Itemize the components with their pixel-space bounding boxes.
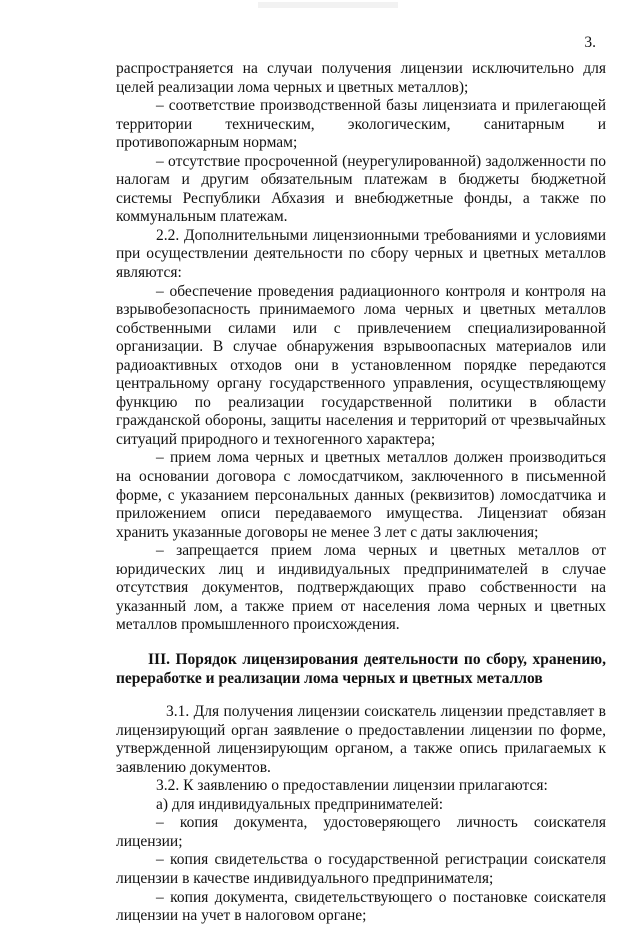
paragraph-registration-copy: – копия свидетельства о государственной регистрации соискателя лицензии в качестве индивидуального предпринимателя; (116, 851, 606, 887)
paragraph-3-2: 3.2. К заявлению о предоставлении лицензии прилагаются: (156, 777, 548, 795)
document-body (116, 60, 606, 926)
paragraph-production-base: – соответствие производственной базы лицензиата и прилегающей территории техническим, экологическим, санитарным и противопожарным нормам; (116, 97, 606, 152)
paragraph-identity-copy: – копия документа, удостоверяющего личность соискателя лицензии; (116, 814, 606, 850)
scan-artifact (258, 0, 398, 12)
paragraph-reception-prohibited: – запрещается прием лома черных и цветных металлов от юридических лиц и индивидуальных предпринимателей в случае отсутствия документов, подтверждающих право собственности на указанный лом, а также прием от населения лома черных и цветных металлов промышленного происхождения. (116, 542, 606, 634)
section-heading-iii: III. Порядок лицензирования деятельности по сбору, хранению, переработке и реализации лома черных и цветных металлов (116, 650, 606, 687)
paragraph-individual-entrepreneurs: а) для индивидуальных предпринимателей: (156, 795, 444, 813)
paragraph-license-scope: распространяется на случаи получения лицензии исключительно для целей реализации лома черных и цветных металлов); (116, 60, 606, 96)
paragraph-no-debt: – отсутствие просроченной (неурегулированной) задолженности по налогам и другим обязательным платежам в бюджеты бюджетной системы Республики Абхазия и внебюджетные фонды, а также по коммунальным платежам. (116, 152, 606, 226)
paragraph-scrap-contract: – прием лома черных и цветных металлов должен производиться на основании договора с ломосдатчиком, заключенного в письменной форме, с указанием персональных данных (реквизитов) ломосдатчика и приложением описи передаваемого имущества. Лицензиат обязан хранить указанные договоры не менее 3 лет с даты заключения; (116, 449, 606, 541)
paragraph-radiation-control: – обеспечение проведения радиационного контроля и контроля на взрывобезопасность принимаемого лома черных и цветных металлов собственными силами или с привлечением специализированной организации. В случае обнаружения взрывоопасных материалов или радиоактивных отходов они в установленном порядке передаются центральному органу государственного управления, осуществляющему функцию по реализации государственной политики в области гражданской обороны, защиты населения и территорий от чрезвычайных ситуаций природного и техногенного характера; (116, 282, 606, 448)
page-number: 3. (584, 34, 596, 51)
paragraph-tax-registration-copy: – копия документа, свидетельствующего о постановке соискателя лицензии на учет в налоговом органе; (116, 888, 606, 925)
paragraph-3-1: 3.1. Для получения лицензии соискатель лицензии представляет в лицензирующий орган заявление о предоставлении лицензии по форме, утвержденной лицензирующим органом, а также опись прилагаемых к заявлению документов. (116, 703, 606, 776)
paragraph-2-2: 2.2. Дополнительными лицензионными требованиями и условиями при осуществлении деятельности по сбору черных и цветных металлов являются: (116, 226, 606, 282)
